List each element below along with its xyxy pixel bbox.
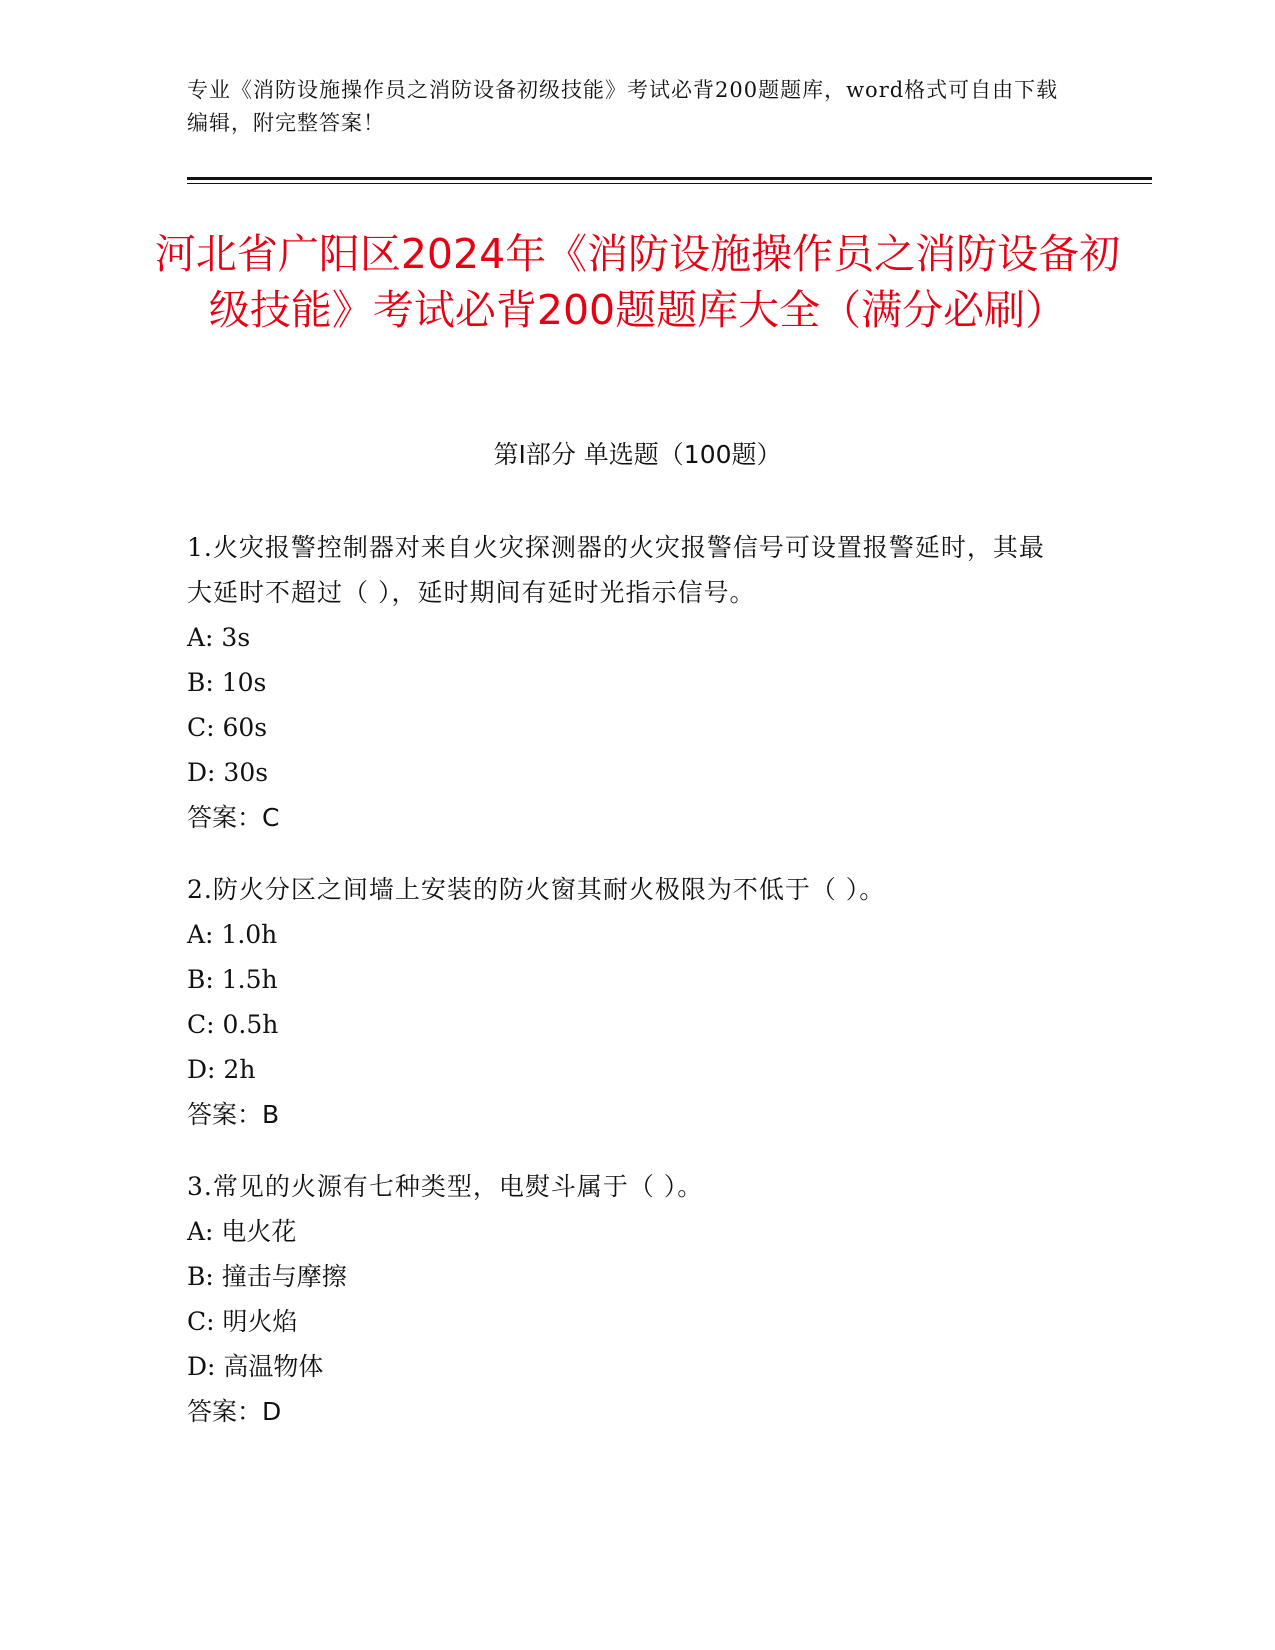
- question-item: [187, 867, 1067, 1137]
- option-d: D: 30s: [187, 758, 269, 787]
- option-a: A: 3s: [187, 623, 251, 652]
- answer-label: 答案：: [187, 803, 263, 832]
- answer-line: [187, 1092, 1067, 1137]
- question-stem: 1.火灾报警控制器对来自火灾探测器的火灾报警信号可设置报警延时，其最大延时不超过（ ），延时期间有延时光指示信号。: [187, 533, 1045, 607]
- question-list: [187, 525, 1067, 1461]
- option-a: A: 电火花: [187, 1217, 297, 1246]
- option-c: C: 明火焰: [187, 1307, 298, 1336]
- answer-label: 答案：: [187, 1397, 263, 1426]
- question-stem: 3.常见的火源有七种类型，电熨斗属于（ ）。: [187, 1172, 704, 1201]
- answer-value: D: [262, 1397, 282, 1426]
- header-rule-thin: [187, 183, 1152, 184]
- section-heading: 第I部分 单选题（100题）: [493, 440, 782, 469]
- question-stem: 2.防火分区之间墙上安装的防火窗其耐火极限为不低于（ ）。: [187, 875, 886, 904]
- option-c: C: 0.5h: [187, 1010, 279, 1039]
- header-note: 专业《消防设施操作员之消防设备初级技能》考试必背200题题库，word格式可自由下载编辑，附完整答案！: [187, 78, 1059, 135]
- answer-line: [187, 795, 1067, 840]
- option-b: B: 10s: [187, 668, 267, 697]
- option-a: A: 1.0h: [187, 920, 278, 949]
- answer-value: C: [262, 803, 280, 832]
- option-d: D: 2h: [187, 1055, 256, 1084]
- option-c: C: 60s: [187, 713, 268, 742]
- document-title: 河北省广阳区2024年《消防设施操作员之消防设备初级技能》考试必背200题题库大全（满分必刷）: [154, 230, 1121, 334]
- answer-value: B: [262, 1100, 280, 1129]
- question-item: [187, 525, 1067, 840]
- answer-line: [187, 1389, 1067, 1434]
- header-rule-thick: [187, 177, 1152, 180]
- option-b: B: 1.5h: [187, 965, 278, 994]
- option-b: B: 撞击与摩擦: [187, 1262, 347, 1291]
- answer-label: 答案：: [187, 1100, 263, 1129]
- option-d: D: 高温物体: [187, 1352, 324, 1381]
- question-item: [187, 1164, 1067, 1434]
